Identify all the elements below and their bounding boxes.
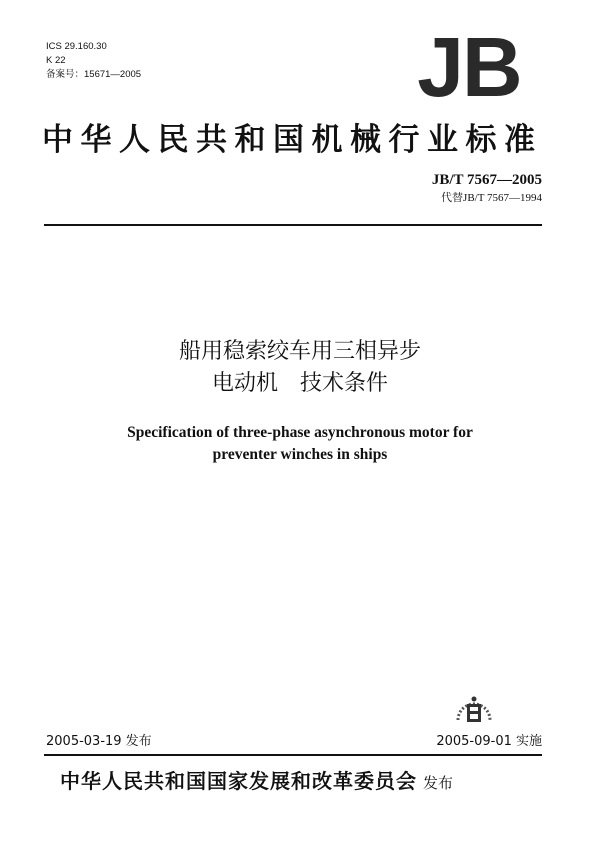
ics-code: ICS 29.160.30 xyxy=(46,41,107,52)
cover-metadata xyxy=(46,40,141,82)
issue-date: 2005-03-19 发布 xyxy=(46,734,152,749)
classification-code: K 22 xyxy=(46,55,66,66)
bottom-divider xyxy=(44,754,542,756)
emblem-icon xyxy=(452,690,496,730)
jb-logo: JB xyxy=(417,20,521,114)
standard-category-title: 中华人民共和国机械行业标准 xyxy=(42,122,543,158)
chinese-title-line-2: 电动机 技术条件 xyxy=(211,371,388,396)
implementation-date: 2005-09-01 实施 xyxy=(436,734,542,749)
issuer-name: 中华人民共和国国家发展和改革委员会 xyxy=(60,769,417,793)
record-number: 备案号：15671—2005 xyxy=(46,69,142,80)
english-title-line-2: preventer winches in ships xyxy=(212,446,388,463)
issuing-authority xyxy=(60,766,453,798)
replaced-standard: 代替JB/T 7567—1994 xyxy=(441,192,542,204)
standard-code-block xyxy=(432,170,542,206)
top-divider xyxy=(44,224,542,226)
english-title-line-1: Specification of three-phase asynchronous motor for xyxy=(127,424,473,441)
issuer-suffix: 发布 xyxy=(423,774,454,792)
standard-number: JB/T 7567—2005 xyxy=(431,172,542,188)
chinese-title-line-1: 船用稳索绞车用三相异步 xyxy=(178,339,421,364)
